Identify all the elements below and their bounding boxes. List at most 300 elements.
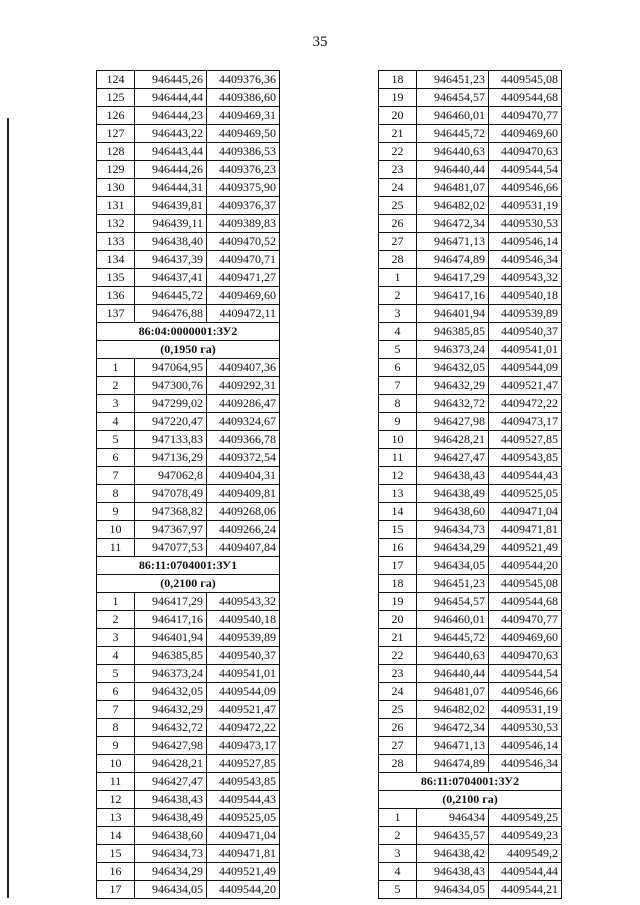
point-number-cell: 12 (97, 791, 135, 809)
y-coordinate-cell: 4409470,77 (489, 611, 562, 629)
x-coordinate-cell: 946444,26 (135, 161, 207, 179)
y-coordinate-cell: 4409472,11 (207, 305, 280, 323)
point-number-cell: 2 (379, 827, 417, 845)
x-coordinate-cell: 946432,05 (417, 359, 489, 377)
y-coordinate-cell: 4409366,78 (207, 431, 280, 449)
table-row (379, 431, 562, 449)
table-row (97, 521, 280, 539)
x-coordinate-cell: 946438,60 (135, 827, 207, 845)
section-header-row (379, 773, 562, 791)
table-row (97, 377, 280, 395)
table-row (379, 269, 562, 287)
table-row (379, 161, 562, 179)
y-coordinate-cell: 4409471,27 (207, 269, 280, 287)
point-number-cell: 5 (379, 881, 417, 899)
x-coordinate-cell: 946454,57 (417, 89, 489, 107)
x-coordinate-cell: 947062,8 (135, 467, 207, 485)
x-coordinate-cell: 947299,02 (135, 395, 207, 413)
table-row (379, 827, 562, 845)
x-coordinate-cell: 946432,29 (135, 701, 207, 719)
x-coordinate-cell: 946482,02 (417, 197, 489, 215)
parcel-cadastral-number: 86:04:0000001:ЗУ2 (97, 323, 280, 341)
point-number-cell: 19 (379, 89, 417, 107)
x-coordinate-cell: 946445,72 (417, 629, 489, 647)
point-number-cell: 28 (379, 251, 417, 269)
point-number-cell: 1 (97, 593, 135, 611)
x-coordinate-cell: 946472,34 (417, 215, 489, 233)
x-coordinate-cell: 946472,34 (417, 719, 489, 737)
margin-line (7, 118, 9, 898)
x-coordinate-cell: 946432,05 (135, 683, 207, 701)
y-coordinate-cell: 4409544,68 (489, 89, 562, 107)
point-number-cell: 19 (379, 593, 417, 611)
y-coordinate-cell: 4409470,63 (489, 143, 562, 161)
y-coordinate-cell: 4409407,84 (207, 539, 280, 557)
point-number-cell: 8 (379, 395, 417, 413)
point-number-cell: 6 (97, 449, 135, 467)
table-row (97, 143, 280, 161)
y-coordinate-cell: 4409471,04 (489, 503, 562, 521)
point-number-cell: 25 (379, 701, 417, 719)
point-number-cell: 28 (379, 755, 417, 773)
point-number-cell: 4 (379, 863, 417, 881)
point-number-cell: 9 (379, 413, 417, 431)
table-row (97, 107, 280, 125)
table-row (379, 305, 562, 323)
x-coordinate-cell: 946417,29 (417, 269, 489, 287)
point-number-cell: 3 (379, 305, 417, 323)
point-number-cell: 3 (97, 629, 135, 647)
table-row (379, 449, 562, 467)
y-coordinate-cell: 4409521,47 (207, 701, 280, 719)
table-row (97, 773, 280, 791)
y-coordinate-cell: 4409470,77 (489, 107, 562, 125)
point-number-cell: 20 (379, 107, 417, 125)
y-coordinate-cell: 4409543,85 (207, 773, 280, 791)
table-row (97, 791, 280, 809)
table-row (379, 287, 562, 305)
y-coordinate-cell: 4409376,36 (207, 71, 280, 89)
y-coordinate-cell: 4409525,05 (207, 809, 280, 827)
table-row (97, 647, 280, 665)
x-coordinate-cell: 946460,01 (417, 107, 489, 125)
point-number-cell: 18 (379, 71, 417, 89)
point-number-cell: 26 (379, 719, 417, 737)
point-number-cell: 22 (379, 647, 417, 665)
table-row (379, 881, 562, 899)
x-coordinate-cell: 946451,23 (417, 575, 489, 593)
y-coordinate-cell: 4409546,66 (489, 683, 562, 701)
x-coordinate-cell: 946471,13 (417, 737, 489, 755)
table-row (97, 629, 280, 647)
table-row (379, 395, 562, 413)
point-number-cell: 6 (97, 683, 135, 701)
table-row (97, 431, 280, 449)
x-coordinate-cell: 946434,05 (417, 881, 489, 899)
point-number-cell: 21 (379, 125, 417, 143)
y-coordinate-cell: 4409544,44 (489, 863, 562, 881)
point-number-cell: 11 (97, 773, 135, 791)
x-coordinate-cell: 946437,41 (135, 269, 207, 287)
y-coordinate-cell: 4409540,37 (207, 647, 280, 665)
table-row (379, 611, 562, 629)
y-coordinate-cell: 4409471,81 (489, 521, 562, 539)
table-row (97, 503, 280, 521)
table-row (379, 665, 562, 683)
y-coordinate-cell: 4409544,20 (207, 881, 280, 899)
table-row (97, 179, 280, 197)
x-coordinate-cell: 946432,72 (417, 395, 489, 413)
y-coordinate-cell: 4409527,85 (489, 431, 562, 449)
y-coordinate-cell: 4409409,81 (207, 485, 280, 503)
point-number-cell: 23 (379, 161, 417, 179)
table-row (379, 107, 562, 125)
y-coordinate-cell: 4409544,43 (489, 467, 562, 485)
point-number-cell: 16 (97, 863, 135, 881)
y-coordinate-cell: 4409521,49 (207, 863, 280, 881)
y-coordinate-cell: 4409544,68 (489, 593, 562, 611)
y-coordinate-cell: 4409404,31 (207, 467, 280, 485)
y-coordinate-cell: 4409389,83 (207, 215, 280, 233)
x-coordinate-cell: 946401,94 (135, 629, 207, 647)
table-row (97, 449, 280, 467)
table-row (379, 377, 562, 395)
point-number-cell: 14 (97, 827, 135, 845)
y-coordinate-cell: 4409540,37 (489, 323, 562, 341)
y-coordinate-cell: 4409541,01 (489, 341, 562, 359)
table-row (97, 485, 280, 503)
x-coordinate-cell: 946437,39 (135, 251, 207, 269)
section-header-row (97, 323, 280, 341)
x-coordinate-cell: 946438,43 (417, 467, 489, 485)
point-number-cell: 2 (379, 287, 417, 305)
y-coordinate-cell: 4409472,22 (207, 719, 280, 737)
table-row (379, 89, 562, 107)
point-number-cell: 8 (97, 719, 135, 737)
y-coordinate-cell: 4409539,89 (207, 629, 280, 647)
y-coordinate-cell: 4409286,47 (207, 395, 280, 413)
x-coordinate-cell: 946460,01 (417, 611, 489, 629)
y-coordinate-cell: 4409546,66 (489, 179, 562, 197)
y-coordinate-cell: 4409521,49 (489, 539, 562, 557)
x-coordinate-cell: 946471,13 (417, 233, 489, 251)
x-coordinate-cell: 946438,43 (135, 791, 207, 809)
y-coordinate-cell: 4409470,52 (207, 233, 280, 251)
x-coordinate-cell: 947077,53 (135, 539, 207, 557)
x-coordinate-cell: 946481,07 (417, 179, 489, 197)
table-row (379, 71, 562, 89)
table-row (97, 539, 280, 557)
point-number-cell: 10 (97, 755, 135, 773)
y-coordinate-cell: 4409546,14 (489, 233, 562, 251)
table-row (97, 755, 280, 773)
table-row (379, 143, 562, 161)
y-coordinate-cell: 4409544,20 (489, 557, 562, 575)
x-coordinate-cell: 946444,31 (135, 179, 207, 197)
x-coordinate-cell: 946444,44 (135, 89, 207, 107)
table-row (379, 683, 562, 701)
x-coordinate-cell: 946444,23 (135, 107, 207, 125)
y-coordinate-cell: 4409549,23 (489, 827, 562, 845)
point-number-cell: 7 (379, 377, 417, 395)
x-coordinate-cell: 946438,49 (417, 485, 489, 503)
y-coordinate-cell: 4409549,2 (489, 845, 562, 863)
table-row (97, 71, 280, 89)
table-row (379, 467, 562, 485)
y-coordinate-cell: 4409546,14 (489, 737, 562, 755)
point-number-cell: 3 (97, 395, 135, 413)
x-coordinate-cell: 946451,23 (417, 71, 489, 89)
x-coordinate-cell: 946439,81 (135, 197, 207, 215)
x-coordinate-cell: 946454,57 (417, 593, 489, 611)
point-number-cell: 4 (379, 323, 417, 341)
point-number-cell: 1 (379, 809, 417, 827)
y-coordinate-cell: 4409531,19 (489, 197, 562, 215)
y-coordinate-cell: 4409540,18 (207, 611, 280, 629)
section-header-row (97, 557, 280, 575)
point-number-cell: 2 (97, 377, 135, 395)
y-coordinate-cell: 4409527,85 (207, 755, 280, 773)
point-number-cell: 17 (97, 881, 135, 899)
x-coordinate-cell: 946443,22 (135, 125, 207, 143)
x-coordinate-cell: 946445,72 (135, 287, 207, 305)
y-coordinate-cell: 4409266,24 (207, 521, 280, 539)
table-row (97, 287, 280, 305)
table-row (97, 611, 280, 629)
table-row (97, 881, 280, 899)
table-row (379, 647, 562, 665)
page-number: 35 (312, 34, 328, 50)
table-row (379, 485, 562, 503)
x-coordinate-cell: 946401,94 (417, 305, 489, 323)
y-coordinate-cell: 4409549,25 (489, 809, 562, 827)
y-coordinate-cell: 4409544,09 (489, 359, 562, 377)
x-coordinate-cell: 947136,29 (135, 449, 207, 467)
y-coordinate-cell: 4409469,31 (207, 107, 280, 125)
y-coordinate-cell: 4409544,54 (489, 665, 562, 683)
section-header-row (97, 575, 280, 593)
table-row (379, 359, 562, 377)
parcel-cadastral-number: 86:11:0704001:ЗУ1 (97, 557, 280, 575)
y-coordinate-cell: 4409376,23 (207, 161, 280, 179)
x-coordinate-cell: 946385,85 (417, 323, 489, 341)
table-row (97, 809, 280, 827)
table-row (379, 557, 562, 575)
x-coordinate-cell: 947133,83 (135, 431, 207, 449)
x-coordinate-cell: 946428,21 (417, 431, 489, 449)
point-number-cell: 7 (97, 467, 135, 485)
x-coordinate-cell: 946482,02 (417, 701, 489, 719)
x-coordinate-cell: 946434 (417, 809, 489, 827)
x-coordinate-cell: 946434,73 (135, 845, 207, 863)
y-coordinate-cell: 4409544,21 (489, 881, 562, 899)
x-coordinate-cell: 946434,05 (135, 881, 207, 899)
table-row (97, 305, 280, 323)
point-number-cell: 5 (97, 665, 135, 683)
section-header-row (379, 791, 562, 809)
table-row (97, 413, 280, 431)
x-coordinate-cell: 946417,16 (417, 287, 489, 305)
point-number-cell: 27 (379, 737, 417, 755)
x-coordinate-cell: 946438,43 (417, 863, 489, 881)
x-coordinate-cell: 946474,89 (417, 755, 489, 773)
table-row (97, 233, 280, 251)
point-number-cell: 6 (379, 359, 417, 377)
x-coordinate-cell: 946434,29 (135, 863, 207, 881)
y-coordinate-cell: 4409473,17 (489, 413, 562, 431)
point-number-cell: 2 (97, 611, 135, 629)
y-coordinate-cell: 4409470,71 (207, 251, 280, 269)
point-number-cell: 24 (379, 179, 417, 197)
y-coordinate-cell: 4409541,01 (207, 665, 280, 683)
table-row (97, 251, 280, 269)
point-number-cell: 126 (97, 107, 135, 125)
coordinates-table-left (96, 70, 280, 899)
point-number-cell: 12 (379, 467, 417, 485)
point-number-cell: 136 (97, 287, 135, 305)
x-coordinate-cell: 946428,21 (135, 755, 207, 773)
table-row (97, 737, 280, 755)
x-coordinate-cell: 947368,82 (135, 503, 207, 521)
point-number-cell: 27 (379, 233, 417, 251)
y-coordinate-cell: 4409545,08 (489, 71, 562, 89)
parcel-area: (0,1950 га) (97, 341, 280, 359)
y-coordinate-cell: 4409545,08 (489, 575, 562, 593)
y-coordinate-cell: 4409372,54 (207, 449, 280, 467)
y-coordinate-cell: 4409521,47 (489, 377, 562, 395)
table-row (379, 575, 562, 593)
point-number-cell: 133 (97, 233, 135, 251)
table-row (97, 125, 280, 143)
table-row (379, 215, 562, 233)
table-row (97, 467, 280, 485)
point-number-cell: 134 (97, 251, 135, 269)
x-coordinate-cell: 946373,24 (417, 341, 489, 359)
table-row (379, 503, 562, 521)
x-coordinate-cell: 946474,89 (417, 251, 489, 269)
y-coordinate-cell: 4409469,60 (489, 125, 562, 143)
point-number-cell: 124 (97, 71, 135, 89)
x-coordinate-cell: 946432,29 (417, 377, 489, 395)
table-row (97, 845, 280, 863)
point-number-cell: 23 (379, 665, 417, 683)
y-coordinate-cell: 4409324,67 (207, 413, 280, 431)
table-row (97, 359, 280, 377)
point-number-cell: 24 (379, 683, 417, 701)
point-number-cell: 4 (97, 647, 135, 665)
y-coordinate-cell: 4409472,22 (489, 395, 562, 413)
table-row (97, 215, 280, 233)
table-row (97, 161, 280, 179)
table-row (379, 719, 562, 737)
point-number-cell: 20 (379, 611, 417, 629)
table-row (379, 233, 562, 251)
point-number-cell: 129 (97, 161, 135, 179)
y-coordinate-cell: 4409546,34 (489, 251, 562, 269)
x-coordinate-cell: 946445,26 (135, 71, 207, 89)
point-number-cell: 15 (379, 521, 417, 539)
y-coordinate-cell: 4409375,90 (207, 179, 280, 197)
y-coordinate-cell: 4409544,09 (207, 683, 280, 701)
table-row (97, 395, 280, 413)
y-coordinate-cell: 4409469,50 (207, 125, 280, 143)
x-coordinate-cell: 946417,29 (135, 593, 207, 611)
table-row (97, 827, 280, 845)
y-coordinate-cell: 4409386,53 (207, 143, 280, 161)
table-row (379, 863, 562, 881)
x-coordinate-cell: 947367,97 (135, 521, 207, 539)
y-coordinate-cell: 4409473,17 (207, 737, 280, 755)
x-coordinate-cell: 946427,47 (135, 773, 207, 791)
table-row (379, 737, 562, 755)
x-coordinate-cell: 946438,60 (417, 503, 489, 521)
point-number-cell: 131 (97, 197, 135, 215)
point-number-cell: 11 (379, 449, 417, 467)
point-number-cell: 22 (379, 143, 417, 161)
table-row (379, 251, 562, 269)
table-row (97, 197, 280, 215)
parcel-area: (0,2100 га) (379, 791, 562, 809)
y-coordinate-cell: 4409546,34 (489, 755, 562, 773)
x-coordinate-cell: 946440,44 (417, 161, 489, 179)
x-coordinate-cell: 946434,05 (417, 557, 489, 575)
point-number-cell: 17 (379, 557, 417, 575)
point-number-cell: 15 (97, 845, 135, 863)
point-number-cell: 8 (97, 485, 135, 503)
y-coordinate-cell: 4409407,36 (207, 359, 280, 377)
table-row (97, 683, 280, 701)
point-number-cell: 25 (379, 197, 417, 215)
y-coordinate-cell: 4409471,04 (207, 827, 280, 845)
x-coordinate-cell: 946427,47 (417, 449, 489, 467)
point-number-cell: 130 (97, 179, 135, 197)
parcel-cadastral-number: 86:11:0704001:ЗУ2 (379, 773, 562, 791)
y-coordinate-cell: 4409376,37 (207, 197, 280, 215)
x-coordinate-cell: 946435,57 (417, 827, 489, 845)
point-number-cell: 10 (379, 431, 417, 449)
point-number-cell: 127 (97, 125, 135, 143)
parcel-area: (0,2100 га) (97, 575, 280, 593)
x-coordinate-cell: 946440,44 (417, 665, 489, 683)
point-number-cell: 5 (97, 431, 135, 449)
y-coordinate-cell: 4409471,81 (207, 845, 280, 863)
y-coordinate-cell: 4409292,31 (207, 377, 280, 395)
point-number-cell: 1 (97, 359, 135, 377)
y-coordinate-cell: 4409539,89 (489, 305, 562, 323)
y-coordinate-cell: 4409543,32 (207, 593, 280, 611)
point-number-cell: 1 (379, 269, 417, 287)
point-number-cell: 14 (379, 503, 417, 521)
point-number-cell: 18 (379, 575, 417, 593)
table-row (379, 809, 562, 827)
table-row (379, 629, 562, 647)
point-number-cell: 135 (97, 269, 135, 287)
table-row (379, 755, 562, 773)
x-coordinate-cell: 946434,29 (417, 539, 489, 557)
table-row (97, 269, 280, 287)
x-coordinate-cell: 946438,42 (417, 845, 489, 863)
table-row (97, 665, 280, 683)
table-row (379, 179, 562, 197)
y-coordinate-cell: 4409386,60 (207, 89, 280, 107)
point-number-cell: 128 (97, 143, 135, 161)
x-coordinate-cell: 946385,85 (135, 647, 207, 665)
point-number-cell: 132 (97, 215, 135, 233)
x-coordinate-cell: 946440,63 (417, 143, 489, 161)
x-coordinate-cell: 946417,16 (135, 611, 207, 629)
x-coordinate-cell: 946373,24 (135, 665, 207, 683)
table-row (379, 845, 562, 863)
